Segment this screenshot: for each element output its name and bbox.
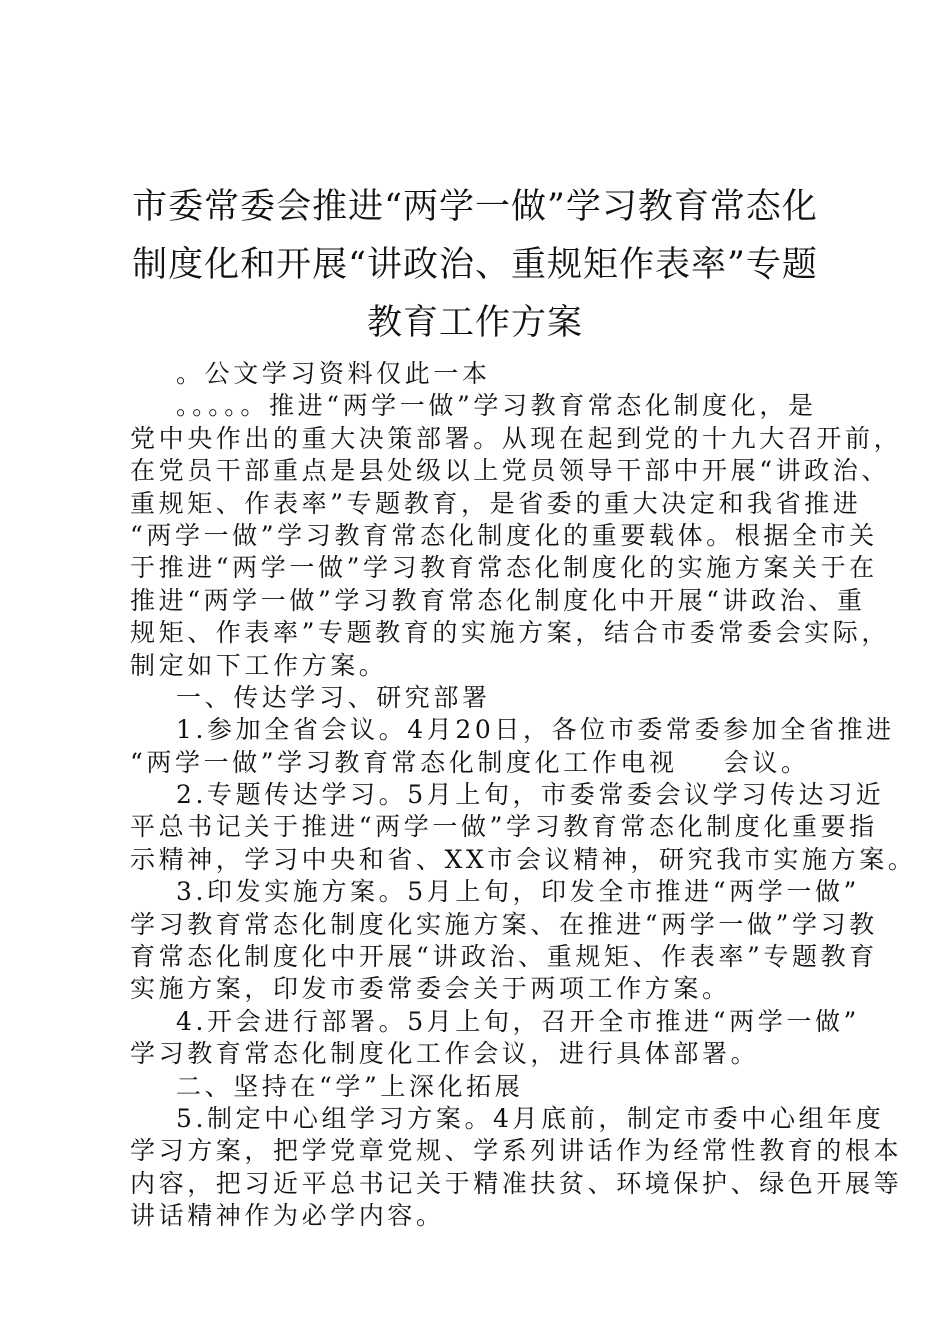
title-line: 制度化和开展“讲政治、重规矩作表率”专题 [132,245,818,285]
text-line: 学习教育常态化制度化实施方案、在推进“两学一做”学习教 [130,909,878,939]
text-line: 党中央作出的重大决策部署。从现在起到党的十九大召开前， [130,423,903,453]
text-line: 学习方案，把学党章党规、学系列讲话作为经常性教育的根本 [130,1136,903,1166]
text-line: 实施方案，印发市委常委会关于两项工作方案。 [130,974,731,1004]
text-line: 2.专题传达学习。5月上旬，市委常委会议学习传达习近 [176,780,885,810]
text-line: 于推进“两学一做”学习教育常态化制度化的实施方案关于在 [130,553,878,583]
text-line: 5.制定中心组学习方案。4月底前，制定市委中心组年度 [176,1103,885,1133]
text-line: 二、坚持在“学”上深化拓展 [176,1071,524,1101]
text-line: 1.参加全省会议。4月20日，各位市委常委参加全省推进 [176,715,895,745]
text-line: 制定如下工作方案。 [130,650,388,680]
text-line: 4.开会进行部署。5月上旬，召开全市推进“两学一做” [176,1006,860,1036]
text-line: “两学一做”学习教育常态化制度化的重要载体。根据全市关 [130,520,878,550]
text-line: 学习教育常态化制度化工作会议，进行具体部署。 [130,1039,760,1069]
text-line: 在党员干部重点是县处级以上党员领导干部中开展“讲政治、 [130,456,890,486]
text-line: “两学一做”学习教育常态化制度化工作电视 会议。 [130,747,810,777]
document-title [0,178,950,352]
text-line: 内容，把习近平总书记关于精准扶贫、环境保护、绿色开展等 [130,1168,903,1198]
text-line: 。。。。。推进“两学一做”学习教育常态化制度化，是 [176,391,817,421]
text-line: 一、传达学习、研究部署 [176,682,491,712]
text-line: 平总书记关于推进“两学一做”学习教育常态化制度化重要指 [130,812,878,842]
title-line: 市委常委会推进“两学一做”学习教育常态化 [132,187,818,227]
title-line: 教育工作方案 [366,303,583,343]
text-line: 。公文学习资料仅此一本 [176,359,491,388]
text-line: 育常态化制度化中开展“讲政治、重规矩、作表率”专题教育 [130,942,878,972]
text-line: 讲话精神作为必学内容。 [130,1201,445,1231]
text-line: 重规矩、作表率”专题教育，是省委的重大决定和我省推进 [130,488,862,518]
text-line: 规矩、作表率”专题教育的实施方案，结合市委常委会实际， [130,618,890,648]
document-body [130,358,917,1233]
text-line: 3.印发实施方案。5月上旬，印发全市推进“两学一做” [176,877,860,907]
text-line: 推进“两学一做”学习教育常态化制度化中开展“讲政治、重 [130,585,866,615]
text-line: 示精神，学习中央和省、XX市会议精神，研究我市实施方案。 [130,844,917,874]
